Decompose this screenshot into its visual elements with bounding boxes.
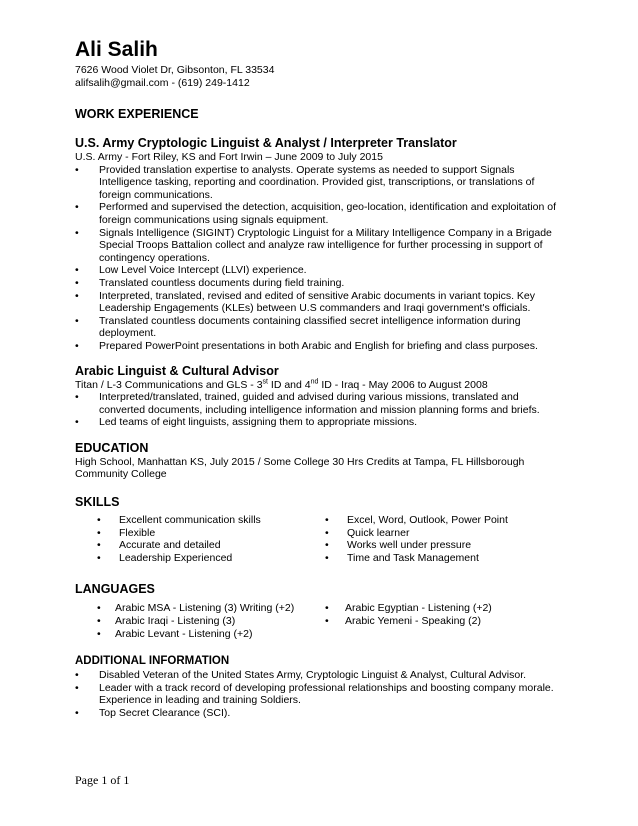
work-experience-heading: WORK EXPERIENCE (75, 107, 199, 121)
language-item: • Arabic Egyptian - Listening (+2) (325, 602, 492, 615)
skill-item: • Flexible (97, 527, 325, 540)
skill-item: • Works well under pressure (325, 539, 508, 552)
skills-heading: SKILLS (75, 495, 120, 510)
job-1-bullet: • Provided translation expertise to analysts. Operate systems as needed to support Signals Intelligence tasking, reporting and coordination. Provided gist, transcriptions, or translations of foreign communications. (75, 164, 565, 202)
skill-item: • Excellent communication skills (97, 514, 325, 527)
skill-item: • Excel, Word, Outlook, Power Point (325, 514, 508, 527)
page-number: Page 1 of 1 (75, 773, 130, 787)
job-1-meta: U.S. Army - Fort Riley, KS and Fort Irwin – June 2009 to July 2015 (75, 151, 383, 163)
resume-page (75, 38, 565, 720)
language-item: • Arabic MSA - Listening (3) Writing (+2) (97, 602, 325, 615)
skills-list (75, 514, 565, 564)
skill-item: • Time and Task Management (325, 552, 508, 565)
job-1-bullet: • Performed and supervised the detection, acquisition, geo-location, identification and exploitation of foreign communications using signals equipment. (75, 201, 565, 226)
job-1-bullet: • Prepared PowerPoint presentations in both Arabic and English for briefing and class purposes. (75, 340, 565, 353)
education-text: High School, Manhattan KS, July 2015 / Some College 30 Hrs Credits at Tampa, FL Hillsborough Community College (75, 455, 525, 481)
job-1-title: U.S. Army Cryptologic Linguist & Analyst / Interpreter Translator (75, 136, 457, 150)
job-1-bullet: • Signals Intelligence (SIGINT) Cryptologic Linguist for a Military Intelligence Company in a Brigade Special Troops Battalion collect and analyze raw intelligence for further processing in support of contingency operations. (75, 227, 565, 265)
language-item: • Arabic Iraqi - Listening (3) (97, 615, 325, 628)
language-item: • Arabic Levant - Listening (+2) (97, 628, 325, 641)
skill-item: • Quick learner (325, 527, 508, 540)
additional-info-item: • Disabled Veteran of the United States Army, Cryptologic Linguist & Analyst, Cultural Advisor. (75, 669, 565, 682)
skill-item: • Leadership Experienced (97, 552, 325, 565)
job-2-bullet: • Led teams of eight linguists, assigning them to appropriate missions. (75, 416, 565, 429)
additional-info-heading: ADDITIONAL INFORMATION (75, 655, 230, 668)
candidate-name: Ali Salih (75, 38, 158, 61)
job-2-title: Arabic Linguist & Cultural Advisor (75, 363, 279, 378)
job-1-bullet: • Low Level Voice Intercept (LLVI) experience. (75, 264, 565, 277)
contact-info: alifsalih@gmail.com - (619) 249-1412 (75, 77, 250, 89)
languages-heading: LANGUAGES (75, 582, 155, 597)
address: 7626 Wood Violet Dr, Gibsonton, FL 33534 (75, 64, 275, 76)
job-1-bullet: • Translated countless documents during field training. (75, 277, 565, 290)
languages-list (75, 602, 565, 640)
job-2-bullet: • Interpreted/translated, trained, guided and advised during various missions, translated and converted documents, including intelligence information and mission planning forms and briefs. (75, 391, 565, 416)
job-1-bullets (75, 164, 565, 353)
skill-item: • Accurate and detailed (97, 539, 325, 552)
additional-info-item: • Leader with a track record of developing professional relationships and boosting company morale. Experience in leading and training Soldiers. (75, 682, 565, 707)
language-item: • Arabic Yemeni - Speaking (2) (325, 615, 492, 628)
job-1-bullet: • Translated countless documents containing classified secret intelligence information during deployment. (75, 315, 565, 340)
job-1-bullet: • Interpreted, translated, revised and edited of sensitive Arabic documents in variant topics. Key Leadership Engagements (KLEs) between U.S commanders and Iraqi government's officials. (75, 290, 565, 315)
job-2-bullets (75, 391, 565, 429)
job-2-meta: Titan / L-3 Communications and GLS - 3st ID and 4nd ID - Iraq - May 2006 to August 2008 (75, 378, 488, 391)
education-heading: EDUCATION (75, 440, 149, 455)
additional-info-item: • Top Secret Clearance (SCI). (75, 707, 565, 720)
additional-info-list (75, 669, 565, 719)
